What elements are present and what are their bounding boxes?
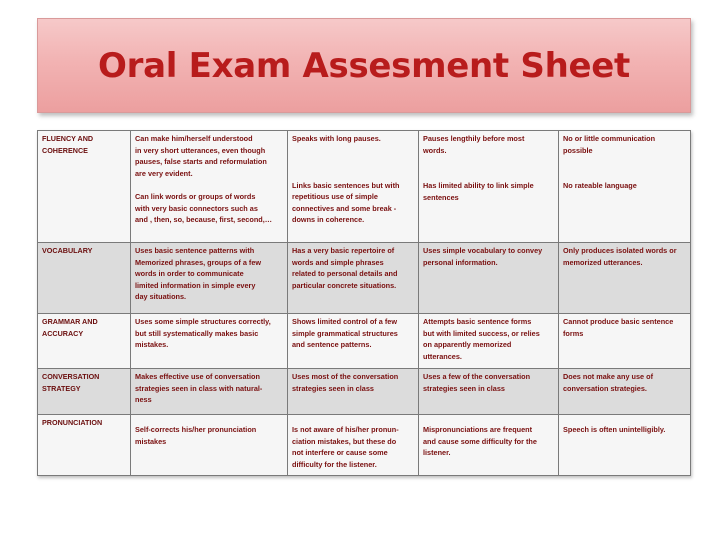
descriptor-text: Uses a few of the conversation strategies seen in class: [423, 372, 531, 393]
descriptor-text: Has a very basic repertoire of words and simple phrases related to personal details and particular concrete situations.: [292, 246, 398, 290]
rubric-row-conversation: [38, 369, 691, 415]
category-cell: [38, 369, 131, 415]
category-cell: [38, 415, 131, 476]
descriptor-cell: [288, 369, 419, 415]
category-cell: [38, 314, 131, 369]
descriptor-text: Self-corrects his/her pronunciation mistakes: [135, 425, 257, 446]
descriptor-text: Shows limited control of a few simple grammatical structures and sentence patterns.: [292, 317, 398, 349]
descriptor-text: Speech is often unintelligibly.: [563, 425, 666, 434]
descriptor-text: Cannot produce basic sentence forms: [563, 317, 674, 338]
descriptor-cell: [419, 369, 559, 415]
descriptor-cell: [288, 131, 419, 243]
category-cell: [38, 243, 131, 314]
descriptor-text: Links basic sentences but with repetitious use of simple connectives and some break - downs in coherence.: [292, 180, 400, 224]
descriptor-cell: [559, 243, 691, 314]
descriptor-cell: [131, 415, 288, 476]
page-title: Oral Exam Assesment Sheet: [98, 45, 630, 86]
descriptor-cell: [559, 131, 691, 243]
descriptor-text: Speaks with long pauses.: [292, 134, 381, 143]
rubric-row-vocabulary: [38, 243, 691, 314]
descriptor-text: Uses some simple structures correctly, but still systematically makes basic mistakes.: [135, 317, 271, 349]
descriptor-cell: [419, 415, 559, 476]
descriptor-text: Uses basic sentence patterns with Memorized phrases, groups of a few words in order to communicate limited information in simple every day situations.: [135, 246, 262, 301]
descriptor-text: Can make him/herself understood in very short utterances, even though pauses, false starts and reformulation are very evident.: [135, 134, 267, 178]
category-label: PRONUNCIATION: [42, 418, 103, 427]
descriptor-cell: [288, 415, 419, 476]
descriptor-text: No rateable language: [563, 181, 637, 190]
category-label: VOCABULARY: [42, 246, 93, 255]
descriptor-cell: [419, 243, 559, 314]
descriptor-cell: [559, 314, 691, 369]
descriptor-text: Does not make any use of conversation strategies.: [563, 372, 654, 393]
descriptor-text: Makes effective use of conversation strategies seen in class with natural- ness: [135, 372, 263, 404]
descriptor-cell: [419, 314, 559, 369]
descriptor-text: Pauses lengthily before most words.: [423, 134, 525, 155]
descriptor-text: No or little communication possible: [563, 134, 656, 155]
descriptor-cell: [131, 243, 288, 314]
descriptor-text: Uses simple vocabulary to convey personal information.: [423, 246, 543, 267]
rubric-row-grammar: [38, 314, 691, 369]
descriptor-cell: [131, 131, 288, 243]
category-label: CONVERSATION STRATEGY: [42, 372, 100, 393]
descriptor-cell: [131, 314, 288, 369]
descriptor-text: Mispronunciations are frequent and cause some difficulty for the listener.: [423, 425, 537, 457]
title-banner: [37, 18, 691, 113]
descriptor-text: Has limited ability to link simple sentences: [423, 181, 534, 202]
category-label: GRAMMAR AND ACCURACY: [42, 317, 98, 338]
descriptor-cell: [559, 369, 691, 415]
descriptor-cell: [288, 314, 419, 369]
assessment-rubric-table: [37, 130, 691, 476]
descriptor-text: Only produces isolated words or memorized utterances.: [563, 246, 677, 267]
descriptor-text: Is not aware of his/her pronun- ciation mistakes, but these do not interfere or cause some difficulty for the listener.: [292, 425, 399, 469]
rubric-row-pronunciation: [38, 415, 691, 476]
descriptor-cell: [131, 369, 288, 415]
descriptor-cell: [288, 243, 419, 314]
rubric-row-fluency: [38, 131, 691, 243]
descriptor-text: Uses most of the conversation strategies seen in class: [292, 372, 399, 393]
descriptor-cell: [419, 131, 559, 243]
descriptor-cell: [559, 415, 691, 476]
descriptor-text: Attempts basic sentence forms but with limited success, or relies on apparently memorized utterances.: [423, 317, 540, 361]
descriptor-text: Can link words or groups of words with very basic connectors such as and , then, so, because, first, second,…: [135, 192, 273, 224]
category-cell: [38, 131, 131, 243]
category-label: FLUENCY AND COHERENCE: [42, 134, 94, 155]
